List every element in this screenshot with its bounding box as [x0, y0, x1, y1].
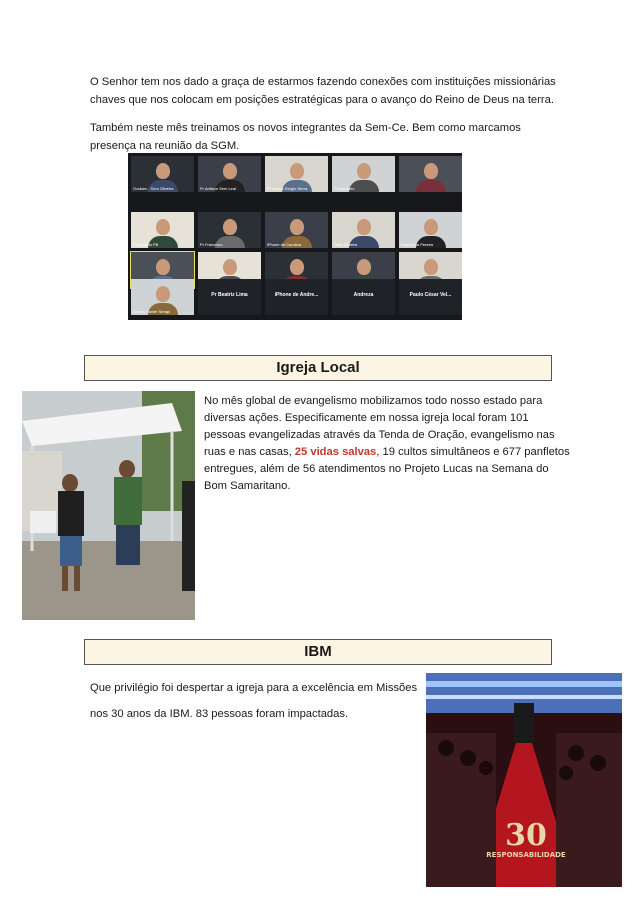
anniversary-logo-text: RESPONSABILIDADE — [486, 851, 566, 859]
participant-name: Paulo César Vel... — [409, 292, 452, 298]
zoom-participant-tile — [198, 279, 261, 315]
participant-face — [223, 163, 237, 179]
participant-face — [357, 219, 371, 235]
participant-face — [290, 259, 304, 275]
zoom-participant-tile — [332, 156, 395, 192]
participant-face — [156, 219, 170, 235]
participant-face — [424, 163, 438, 179]
intro-line-3: Também neste mês treinamos os novos integrantes da Sem-Ce. Bem como marcamos — [90, 122, 521, 134]
igreja-line-3: pessoas evangelizadas através da Tenda de Oração, evangelismo nas — [204, 429, 555, 441]
zoom-participant-tile — [265, 156, 328, 192]
vidas-salvas-highlight: 25 vidas salvas — [294, 446, 377, 458]
section-heading-igreja-local: Igreja Local — [84, 355, 552, 381]
zoom-participant-tile — [198, 156, 261, 192]
participant-face — [357, 259, 371, 275]
participant-face — [290, 163, 304, 179]
zoom-participant-tile — [265, 279, 328, 315]
zoom-participant-tile — [332, 279, 395, 315]
zoom-participant-tile — [399, 156, 462, 192]
church-photo-illustration — [426, 673, 622, 887]
igreja-line-2: diversas ações. Especificamente em nossa igreja local foram 101 — [204, 412, 529, 424]
participant-label: Dark Oliveira — [334, 242, 358, 247]
participant-label: Gerlan Xavier Serapi — [133, 309, 171, 314]
zoom-participant-tile — [399, 279, 462, 315]
participant-face — [357, 163, 371, 179]
evangelism-tent-photo — [22, 391, 195, 620]
participant-name: Andreza — [353, 292, 374, 298]
participant-name: iPhone de Andre... — [274, 292, 319, 298]
zoom-participant-tile — [399, 212, 462, 248]
intro-line-4: presença na reunião da SGM. — [90, 140, 240, 152]
participant-label: Pr Francisco — [200, 242, 223, 247]
intro-line-1: O Senhor tem nos dado a graça de estarmos fazendo conexões com instituições missionárias — [90, 76, 556, 88]
participant-face — [290, 219, 304, 235]
igreja-line-4 — [204, 444, 570, 461]
participant-name: Pr Beatriz Lima — [211, 292, 248, 298]
zoom-meeting-screenshot — [128, 153, 462, 320]
participant-face — [424, 219, 438, 235]
participant-body — [416, 180, 446, 192]
zoom-participant-tile — [131, 156, 194, 192]
participant-face — [156, 286, 170, 302]
participant-face — [156, 259, 170, 275]
participant-label: Godiam - Sem Oliveira — [133, 186, 174, 191]
ibm-line-1: Que privilégio foi despertar a igreja para a excelência em Missões — [90, 682, 418, 694]
igreja-line-4-c: , 19 cultos simultâneos e 677 panfletos — [376, 446, 570, 458]
igreja-line-4-a: ruas e nas casas, — [204, 446, 295, 458]
anniversary-logo-number: 30 — [505, 818, 547, 853]
participant-label: Pr Adilson Sem Leal — [200, 186, 237, 191]
participant-label: Pr Carlos Sergio Serra — [267, 186, 308, 191]
participant-label: iPhone de Carolina — [267, 242, 302, 247]
ibm-anniversary-photo — [426, 673, 622, 887]
participant-label: Raquelina Pereira — [401, 242, 434, 247]
igreja-line-6: Bom Samaritano. — [204, 480, 291, 492]
intro-line-2: chaves que nos colocam em posições estratégicas para o avanço do Reino de Deus na terra. — [90, 94, 554, 106]
participant-label: Pr Ricardo PB — [133, 242, 159, 247]
zoom-participant-tile — [198, 212, 261, 248]
zoom-participant-tile — [131, 212, 194, 248]
zoom-participant-tile — [332, 212, 395, 248]
tent-photo-illustration — [22, 391, 195, 620]
participant-face — [223, 219, 237, 235]
ibm-line-2: nos 30 anos da IBM. 83 pessoas foram impactadas. — [90, 708, 349, 720]
participant-face — [156, 163, 170, 179]
zoom-participant-tile — [131, 279, 194, 315]
igreja-line-1: No mês global de evangelismo mobilizamos todo nosso estado para — [204, 395, 543, 407]
participant-face — [223, 259, 237, 275]
participant-face — [424, 259, 438, 275]
zoom-participant-tile — [265, 212, 328, 248]
participant-label: Pr Manuelo — [334, 186, 355, 191]
section-heading-ibm: IBM — [84, 639, 552, 665]
igreja-line-5: entregues, além de 56 atendimentos no Projeto Lucas na Semana do — [204, 463, 549, 475]
